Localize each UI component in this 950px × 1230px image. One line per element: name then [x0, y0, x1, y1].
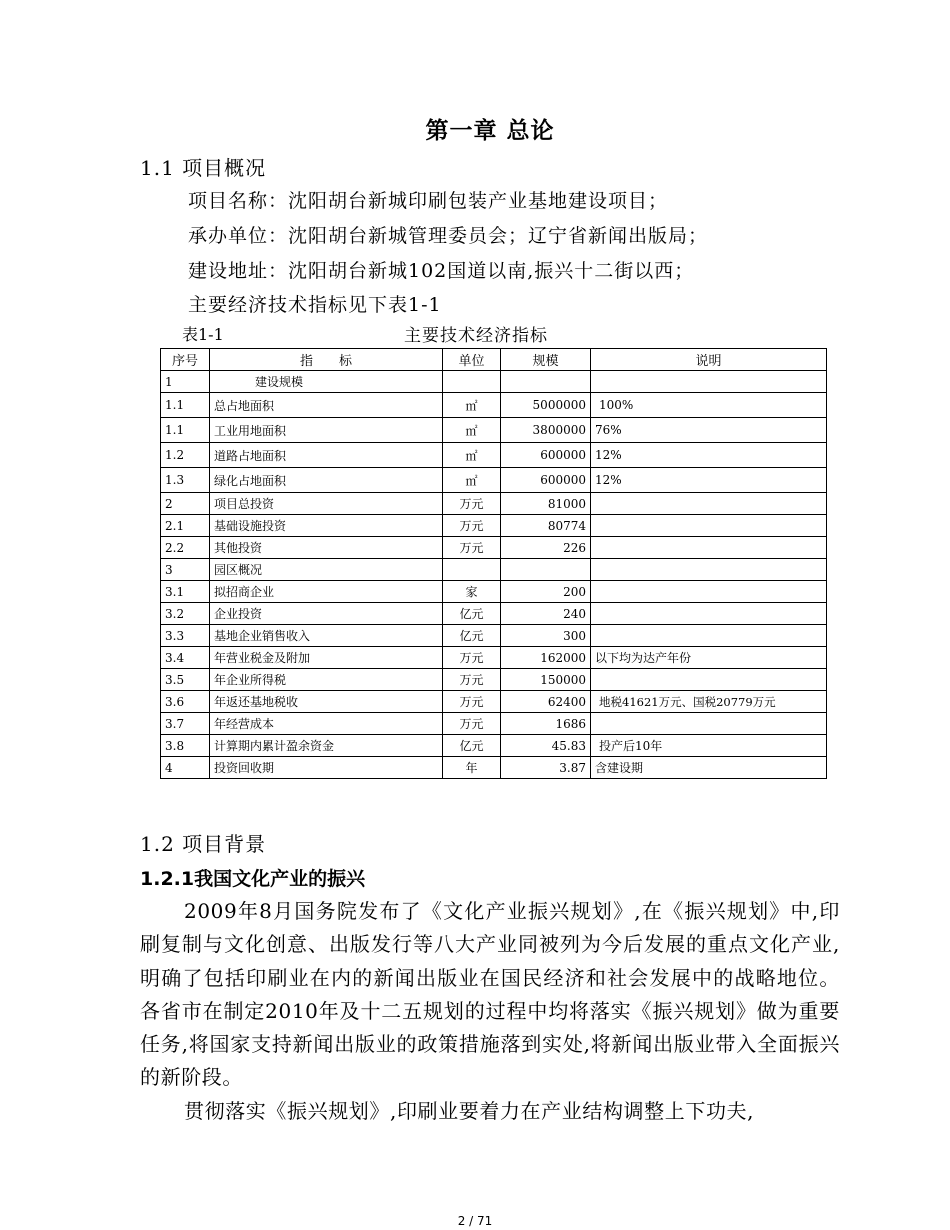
cell-name: 绿化占地面积	[210, 468, 443, 493]
cell-note: 12%	[591, 468, 827, 493]
table-row	[161, 393, 827, 418]
cell-scale: 226	[501, 537, 591, 559]
header-scale: 规模	[501, 349, 591, 371]
cell-note	[591, 581, 827, 603]
cell-scale: 1686	[501, 713, 591, 735]
cell-name: 建设规模	[210, 371, 443, 393]
cell-unit: 万元	[443, 493, 501, 515]
cell-note	[591, 625, 827, 647]
cell-scale	[501, 371, 591, 393]
table-row	[161, 515, 827, 537]
table-row	[161, 625, 827, 647]
cell-note: 76%	[591, 418, 827, 443]
cell-note	[591, 537, 827, 559]
cell-name: 园区概况	[210, 559, 443, 581]
cell-unit: 亿元	[443, 735, 501, 757]
cell-note	[591, 559, 827, 581]
cell-no: 3	[161, 559, 210, 581]
cell-no: 3.2	[161, 603, 210, 625]
unit-m2: ㎡	[465, 398, 478, 413]
cell-unit: 年	[443, 757, 501, 779]
cell-unit: 亿元	[443, 625, 501, 647]
cell-no: 1	[161, 371, 210, 393]
cell-scale: 3.87	[501, 757, 591, 779]
table-row	[161, 735, 827, 757]
cell-unit: 万元	[443, 691, 501, 713]
address-line: 建设地址：沈阳胡台新城102国道以南,振兴十二街以西；	[188, 260, 695, 282]
cell-name: 年经营成本	[210, 713, 443, 735]
cell-scale: 600000	[501, 443, 591, 468]
cell-name: 基础设施投资	[210, 515, 443, 537]
cell-name: 年返还基地税收	[210, 691, 443, 713]
paragraph: 2009年8月国务院发布了《文化产业振兴规划》,在《振兴规划》中,印刷复制与文化创意、出版发行等八大产业同被列为今后发展的重点文化产业,明确了包括印刷业在内的新闻出版业在国民经济和社会发展中的战略地位。各省市在制定2010年及十二五规划的过程中均将落实《振兴规划》做为重要任务,将国家支持新闻出版业的政策措施落到实处,将新闻出版业带入全面振兴的新阶段。	[140, 899, 840, 1090]
cell-unit: 万元	[443, 515, 501, 537]
cell-unit	[443, 559, 501, 581]
chapter-title: 第一章 总论	[425, 117, 555, 144]
cell-scale	[501, 559, 591, 581]
cell-unit: 万元	[443, 669, 501, 691]
table-title: 主要技术经济指标	[404, 326, 548, 346]
header-no: 序号	[161, 349, 210, 371]
cell-name: 投资回收期	[210, 757, 443, 779]
cell-name: 拟招商企业	[210, 581, 443, 603]
cell-unit: ㎡	[443, 468, 501, 493]
cell-note: 以下均为达产年份	[591, 647, 827, 669]
cell-note	[591, 713, 827, 735]
header-name: 指 标	[210, 349, 443, 371]
organizer-line: 承办单位：沈阳胡台新城管理委员会；辽宁省新闻出版局；	[188, 225, 709, 247]
cell-name: 道路占地面积	[210, 443, 443, 468]
cell-no: 4	[161, 757, 210, 779]
table-row	[161, 757, 827, 779]
cell-scale: 62400	[501, 691, 591, 713]
cell-scale: 80774	[501, 515, 591, 537]
cell-scale: 45.83	[501, 735, 591, 757]
cell-name: 工业用地面积	[210, 418, 443, 443]
cell-name: 年企业所得税	[210, 669, 443, 691]
cell-no: 2.1	[161, 515, 210, 537]
table-row	[161, 418, 827, 443]
cell-note	[591, 515, 827, 537]
cell-scale: 3800000	[501, 418, 591, 443]
table-row	[161, 691, 827, 713]
table-row	[161, 669, 827, 691]
table-row	[161, 537, 827, 559]
cell-scale: 5000000	[501, 393, 591, 418]
cell-unit: ㎡	[443, 418, 501, 443]
cell-unit: 亿元	[443, 603, 501, 625]
cell-name: 其他投资	[210, 537, 443, 559]
cell-note: 12%	[591, 443, 827, 468]
cell-no: 2.2	[161, 537, 210, 559]
cell-name: 计算期内累计盈余资金	[210, 735, 443, 757]
body-text	[140, 895, 840, 1128]
table-reference-line: 主要经济技术指标见下表1-1	[188, 294, 442, 316]
table-row	[161, 493, 827, 515]
page-number: 2 / 71	[457, 1214, 493, 1228]
cell-note: 投产后10年	[591, 735, 827, 757]
cell-scale: 600000	[501, 468, 591, 493]
table-row	[161, 647, 827, 669]
section-1-2-1-heading: 1.2.1我国文化产业的振兴	[140, 868, 366, 890]
cell-note: 100%	[591, 393, 827, 418]
cell-no: 2	[161, 493, 210, 515]
header-unit: 单位	[443, 349, 501, 371]
cell-scale: 300	[501, 625, 591, 647]
table-row	[161, 443, 827, 468]
table-label: 表1-1	[182, 325, 224, 344]
section-1-1-heading: 1.1 项目概况	[140, 156, 267, 180]
cell-note: 地税41621万元、国税20779万元	[591, 691, 827, 713]
cell-scale: 81000	[501, 493, 591, 515]
table-row	[161, 371, 827, 393]
cell-no: 3.8	[161, 735, 210, 757]
indicators-table	[160, 348, 827, 779]
cell-no: 1.3	[161, 468, 210, 493]
cell-name: 总占地面积	[210, 393, 443, 418]
cell-scale: 200	[501, 581, 591, 603]
cell-no: 1.2	[161, 443, 210, 468]
header-note: 说明	[591, 349, 827, 371]
cell-note: 含建设期	[591, 757, 827, 779]
table-row	[161, 559, 827, 581]
table-row	[161, 603, 827, 625]
table-row	[161, 468, 827, 493]
cell-no: 3.6	[161, 691, 210, 713]
section-1-2-heading: 1.2 项目背景	[140, 832, 267, 856]
cell-no: 3.1	[161, 581, 210, 603]
cell-unit	[443, 393, 501, 418]
cell-unit	[443, 371, 501, 393]
cell-name: 年营业税金及附加	[210, 647, 443, 669]
table-header-row	[161, 349, 827, 371]
cell-note	[591, 669, 827, 691]
cell-no: 3.7	[161, 713, 210, 735]
paragraph: 贯彻落实《振兴规划》,印刷业要着力在产业结构调整上下功夫,	[184, 1098, 755, 1123]
cell-note	[591, 493, 827, 515]
table-row	[161, 713, 827, 735]
cell-unit: 万元	[443, 647, 501, 669]
project-name-line: 项目名称：沈阳胡台新城印刷包装产业基地建设项目；	[188, 190, 669, 212]
cell-unit: 家	[443, 581, 501, 603]
cell-name: 企业投资	[210, 603, 443, 625]
cell-note	[591, 371, 827, 393]
table-row	[161, 581, 827, 603]
cell-no: 1.1	[161, 393, 210, 418]
cell-name: 项目总投资	[210, 493, 443, 515]
cell-no: 1.1	[161, 418, 210, 443]
cell-no: 3.3	[161, 625, 210, 647]
cell-scale: 150000	[501, 669, 591, 691]
cell-no: 3.5	[161, 669, 210, 691]
cell-no: 3.4	[161, 647, 210, 669]
cell-unit: 万元	[443, 537, 501, 559]
cell-unit: 万元	[443, 713, 501, 735]
cell-scale: 240	[501, 603, 591, 625]
cell-note	[591, 603, 827, 625]
cell-scale: 162000	[501, 647, 591, 669]
cell-unit: ㎡	[443, 443, 501, 468]
cell-name: 基地企业销售收入	[210, 625, 443, 647]
